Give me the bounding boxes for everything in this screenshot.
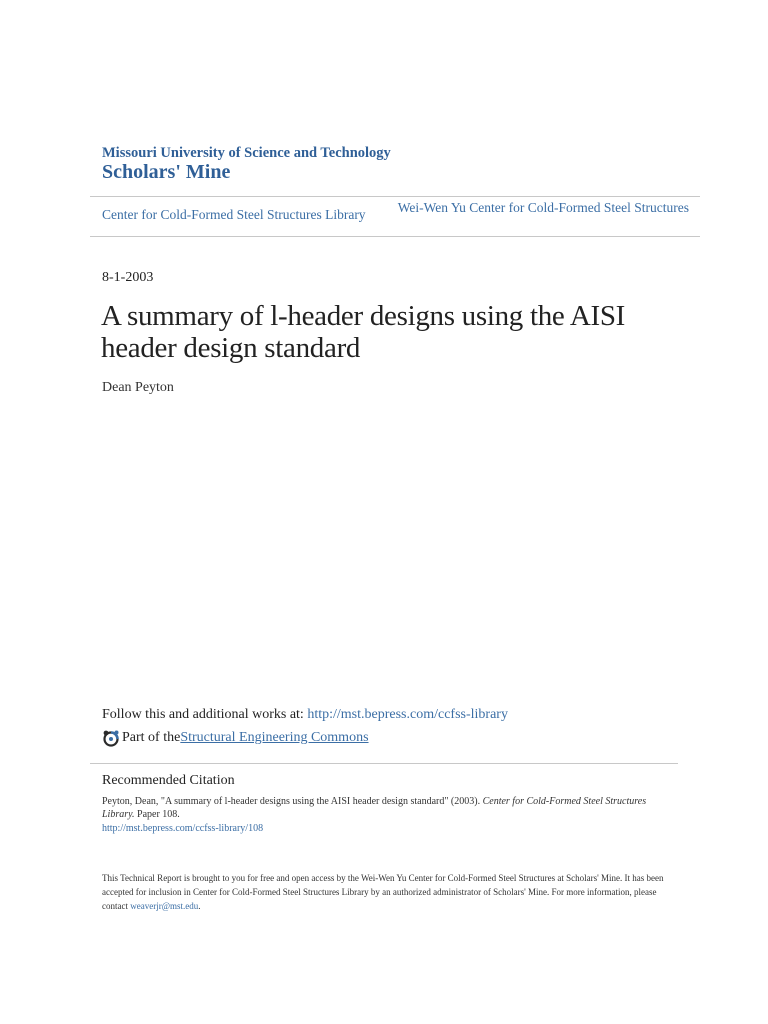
follow-url-link[interactable]: http://mst.bepress.com/ccfss-library <box>307 707 508 722</box>
document-author: Dean Peyton <box>102 380 174 395</box>
citation-text <box>102 796 672 821</box>
part-of-line <box>102 729 369 747</box>
collection-link-center[interactable]: Wei-Wen Yu Center for Cold-Formed Steel Structures <box>397 200 689 215</box>
citation-series: Center for Cold-Formed Steel Structures Library. <box>102 796 647 820</box>
citation-url-link[interactable]: http://mst.bepress.com/ccfss-library/108 <box>102 823 264 834</box>
repository-name[interactable]: Scholars' Mine <box>102 161 231 183</box>
contact-email-link[interactable]: weaverjr@mst.edu <box>130 901 199 911</box>
notice-text: This Technical Report is brought to you for free and open access by the Wei-Wen Yu Center for Cold-Formed Steel Structures at Scholars' Mine. It has been accepted for inclusion in Center for Cold-Formed Steel Structures Library by an authorized administrator of Scholars' Mine. For more information, please contact <box>102 873 664 911</box>
institution-name: Missouri University of Science and Technology <box>102 145 391 161</box>
divider-citation <box>90 763 678 764</box>
follow-line <box>102 707 508 723</box>
commons-link[interactable]: Structural Engineering Commons <box>180 730 369 745</box>
citation-main: Peyton, Dean, "A summary of l-header designs using the AISI header design standard" (2003). <box>102 796 483 807</box>
notice-end: . <box>198 901 201 911</box>
follow-prefix: Follow this and additional works at: <box>102 707 308 722</box>
divider-top <box>90 196 700 197</box>
network-commons-icon <box>102 729 120 747</box>
citation-heading: Recommended Citation <box>102 773 235 788</box>
document-title: A summary of l-header designs using the AISI header design standard <box>101 300 626 364</box>
citation-paper: Paper 108. <box>134 808 180 820</box>
publication-date: 8-1-2003 <box>102 270 154 285</box>
part-of-prefix: Part of the <box>122 730 181 745</box>
divider-bottom <box>90 236 700 237</box>
collection-link-library[interactable]: Center for Cold-Formed Steel Structures Library <box>102 207 366 222</box>
access-notice <box>102 871 672 913</box>
